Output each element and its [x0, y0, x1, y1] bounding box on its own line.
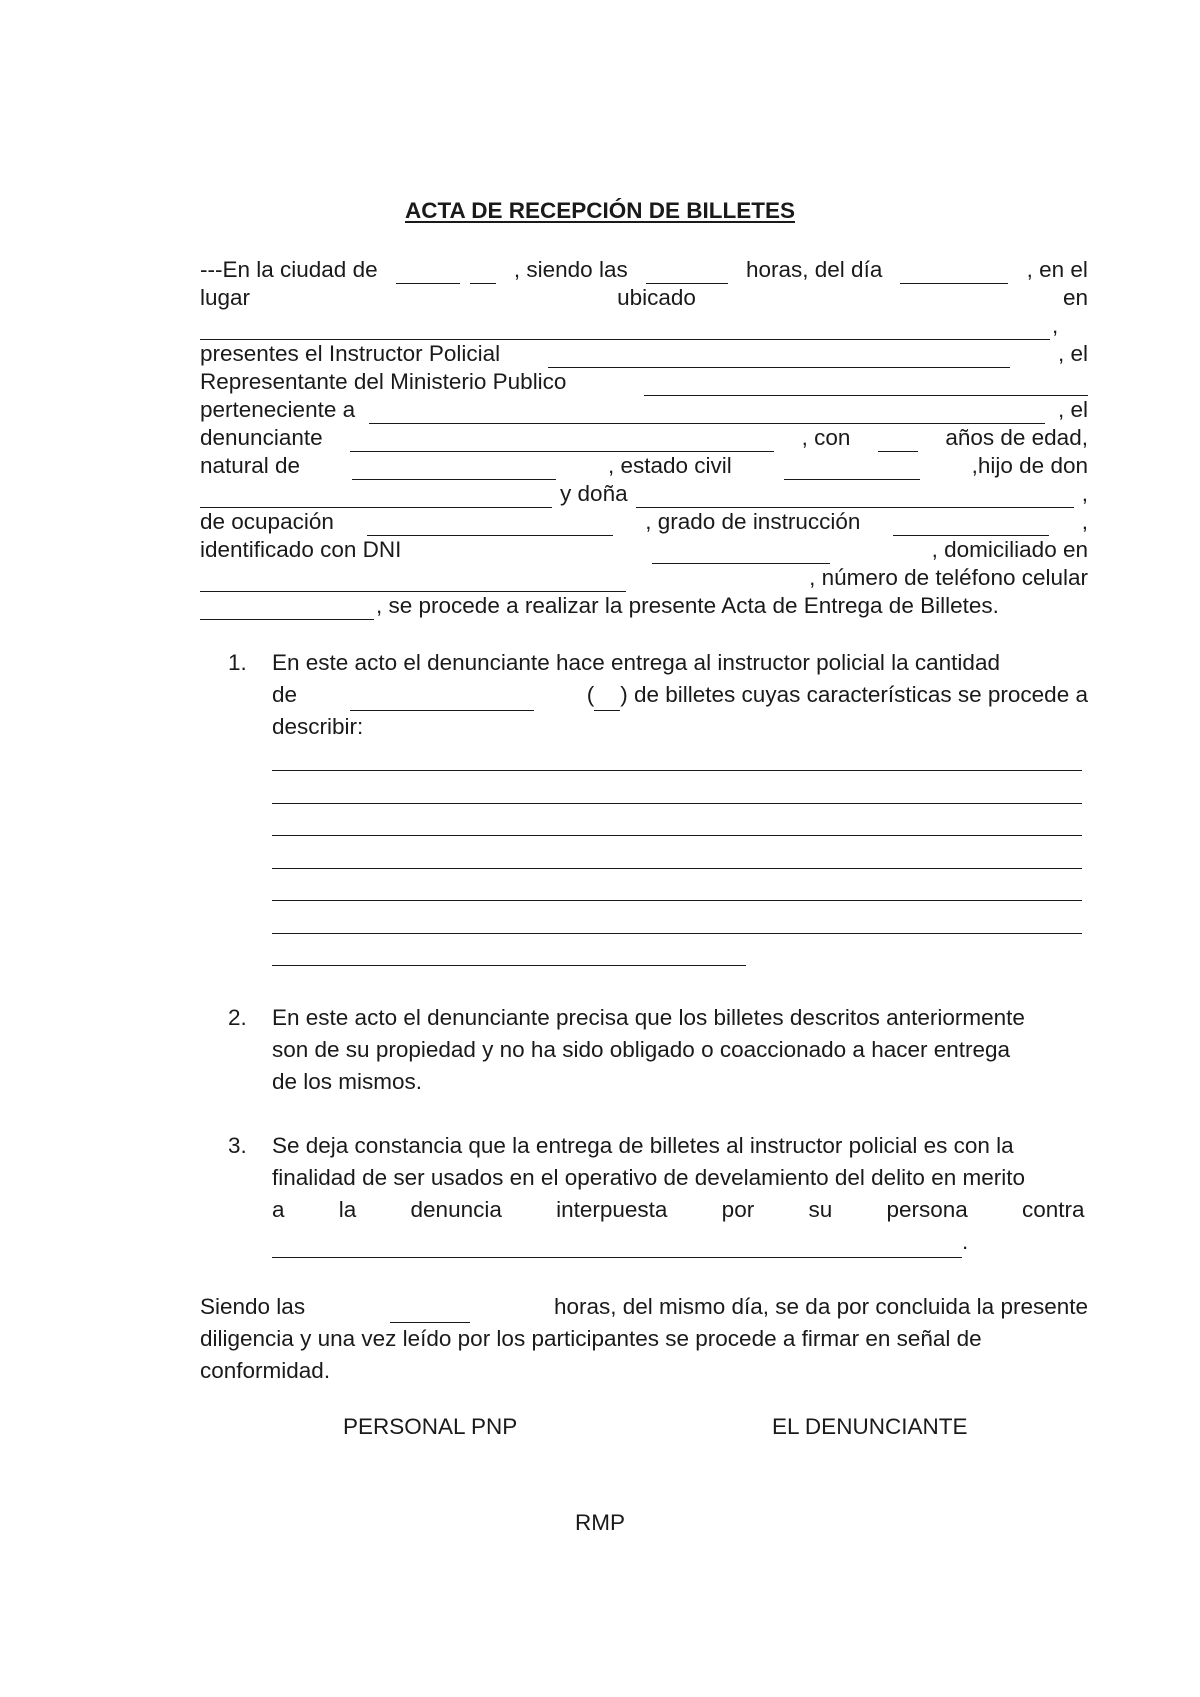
- accused-field[interactable]: [272, 1237, 962, 1258]
- address-field[interactable]: [200, 571, 626, 592]
- item-2-line-1: En este acto el denunciante precisa que los billetes descritos anteriormente: [272, 1005, 1025, 1030]
- education-field[interactable]: [893, 515, 1049, 536]
- closing-line-1: Siendo las horas, del mismo día, se da por concluida la presente: [200, 1291, 1088, 1323]
- item-3-line-1: Se deja constancia que la entrega de billetes al instructor policial es con la: [272, 1133, 1014, 1158]
- description-line-3[interactable]: [272, 835, 1082, 836]
- item-1-number: 1.: [228, 650, 247, 675]
- signature-label-complainant: EL DENUNCIANTE: [772, 1414, 968, 1439]
- intro-line-8: natural de , estado civil ,hijo de don: [200, 453, 1088, 478]
- intro-line-12: , número de teléfono celular: [200, 564, 1088, 592]
- phone-field[interactable]: [200, 599, 374, 620]
- intro-line-5: Representante del Ministerio Publico: [200, 368, 1088, 396]
- birthplace-field[interactable]: [352, 459, 556, 480]
- item-2-number: 2.: [228, 1005, 247, 1030]
- item-1-line-1: En este acto el denunciante hace entrega al instructor policial la cantidad: [272, 650, 1000, 675]
- intro-line-9: y doña ,: [200, 480, 1088, 508]
- item-3-line-2: finalidad de ser usados en el operativo de develamiento del delito en merito: [272, 1165, 1025, 1190]
- police-instructor-field[interactable]: [548, 347, 1010, 368]
- occupation-field[interactable]: [367, 515, 613, 536]
- item-3-line-3: a la denuncia interpuesta por su persona contra: [272, 1197, 1085, 1222]
- father-field[interactable]: [200, 487, 552, 508]
- amount-number-field[interactable]: [594, 690, 620, 711]
- description-line-4[interactable]: [272, 868, 1082, 869]
- description-line-5[interactable]: [272, 900, 1082, 901]
- intro-line-2: lugar ubicado en: [200, 285, 1088, 310]
- item-3-number: 3.: [228, 1133, 247, 1158]
- signature-label-pnp: PERSONAL PNP: [343, 1414, 518, 1439]
- time-field[interactable]: [646, 263, 728, 284]
- city-field[interactable]: [396, 263, 460, 284]
- city-field-2[interactable]: [470, 263, 496, 284]
- item-2-line-3: de los mismos.: [272, 1069, 423, 1094]
- description-line-7[interactable]: [272, 965, 746, 966]
- description-line-1[interactable]: [272, 770, 1082, 771]
- intro-line-6: perteneciente a , el: [200, 397, 1088, 422]
- closing-line-2: diligencia y una vez leído por los participantes se procede a firmar en señal de: [200, 1326, 982, 1351]
- intro-line-13: , se procede a realizar la presente Acta de Entrega de Billetes.: [200, 592, 1088, 620]
- title-text: ACTA DE RECEPCIÓN DE BILLETES: [404, 198, 796, 223]
- belonging-field[interactable]: [369, 403, 1045, 424]
- item-2-line-2: son de su propiedad y no ha sido obligado o coaccionado a hacer entrega: [272, 1037, 1011, 1062]
- item-1-line-3: describir:: [272, 714, 364, 739]
- item-1-line-2: de ( ) de billetes cuyas características se procede a: [272, 679, 1088, 711]
- document-title: [0, 198, 1200, 224]
- item-3-line-4: .: [272, 1226, 1088, 1258]
- intro-line-1: ---En la ciudad de , siendo las horas, del día , en el: [200, 257, 1088, 282]
- intro-line-10: de ocupación , grado de instrucción ,: [200, 509, 1088, 534]
- intro-line-4: presentes el Instructor Policial , el: [200, 341, 1088, 366]
- complainant-field[interactable]: [350, 431, 774, 452]
- public-ministry-field[interactable]: [644, 375, 1088, 396]
- dni-field[interactable]: [652, 543, 830, 564]
- amount-words-field[interactable]: [350, 690, 534, 711]
- intro-line-3: ,: [200, 312, 1088, 340]
- closing-line-3: conformidad.: [200, 1358, 331, 1383]
- mother-field[interactable]: [636, 487, 1074, 508]
- signature-label-rmp: RMP: [575, 1510, 625, 1535]
- description-line-6[interactable]: [272, 933, 1082, 934]
- description-line-2[interactable]: [272, 803, 1082, 804]
- civil-status-field[interactable]: [784, 459, 920, 480]
- intro-line-7: denunciante , con años de edad,: [200, 425, 1088, 450]
- location-field[interactable]: [200, 319, 1050, 340]
- closing-time-field[interactable]: [390, 1302, 470, 1323]
- intro-line-11: identificado con DNI , domiciliado en: [200, 537, 1088, 562]
- age-field[interactable]: [878, 431, 918, 452]
- day-field[interactable]: [900, 263, 1008, 284]
